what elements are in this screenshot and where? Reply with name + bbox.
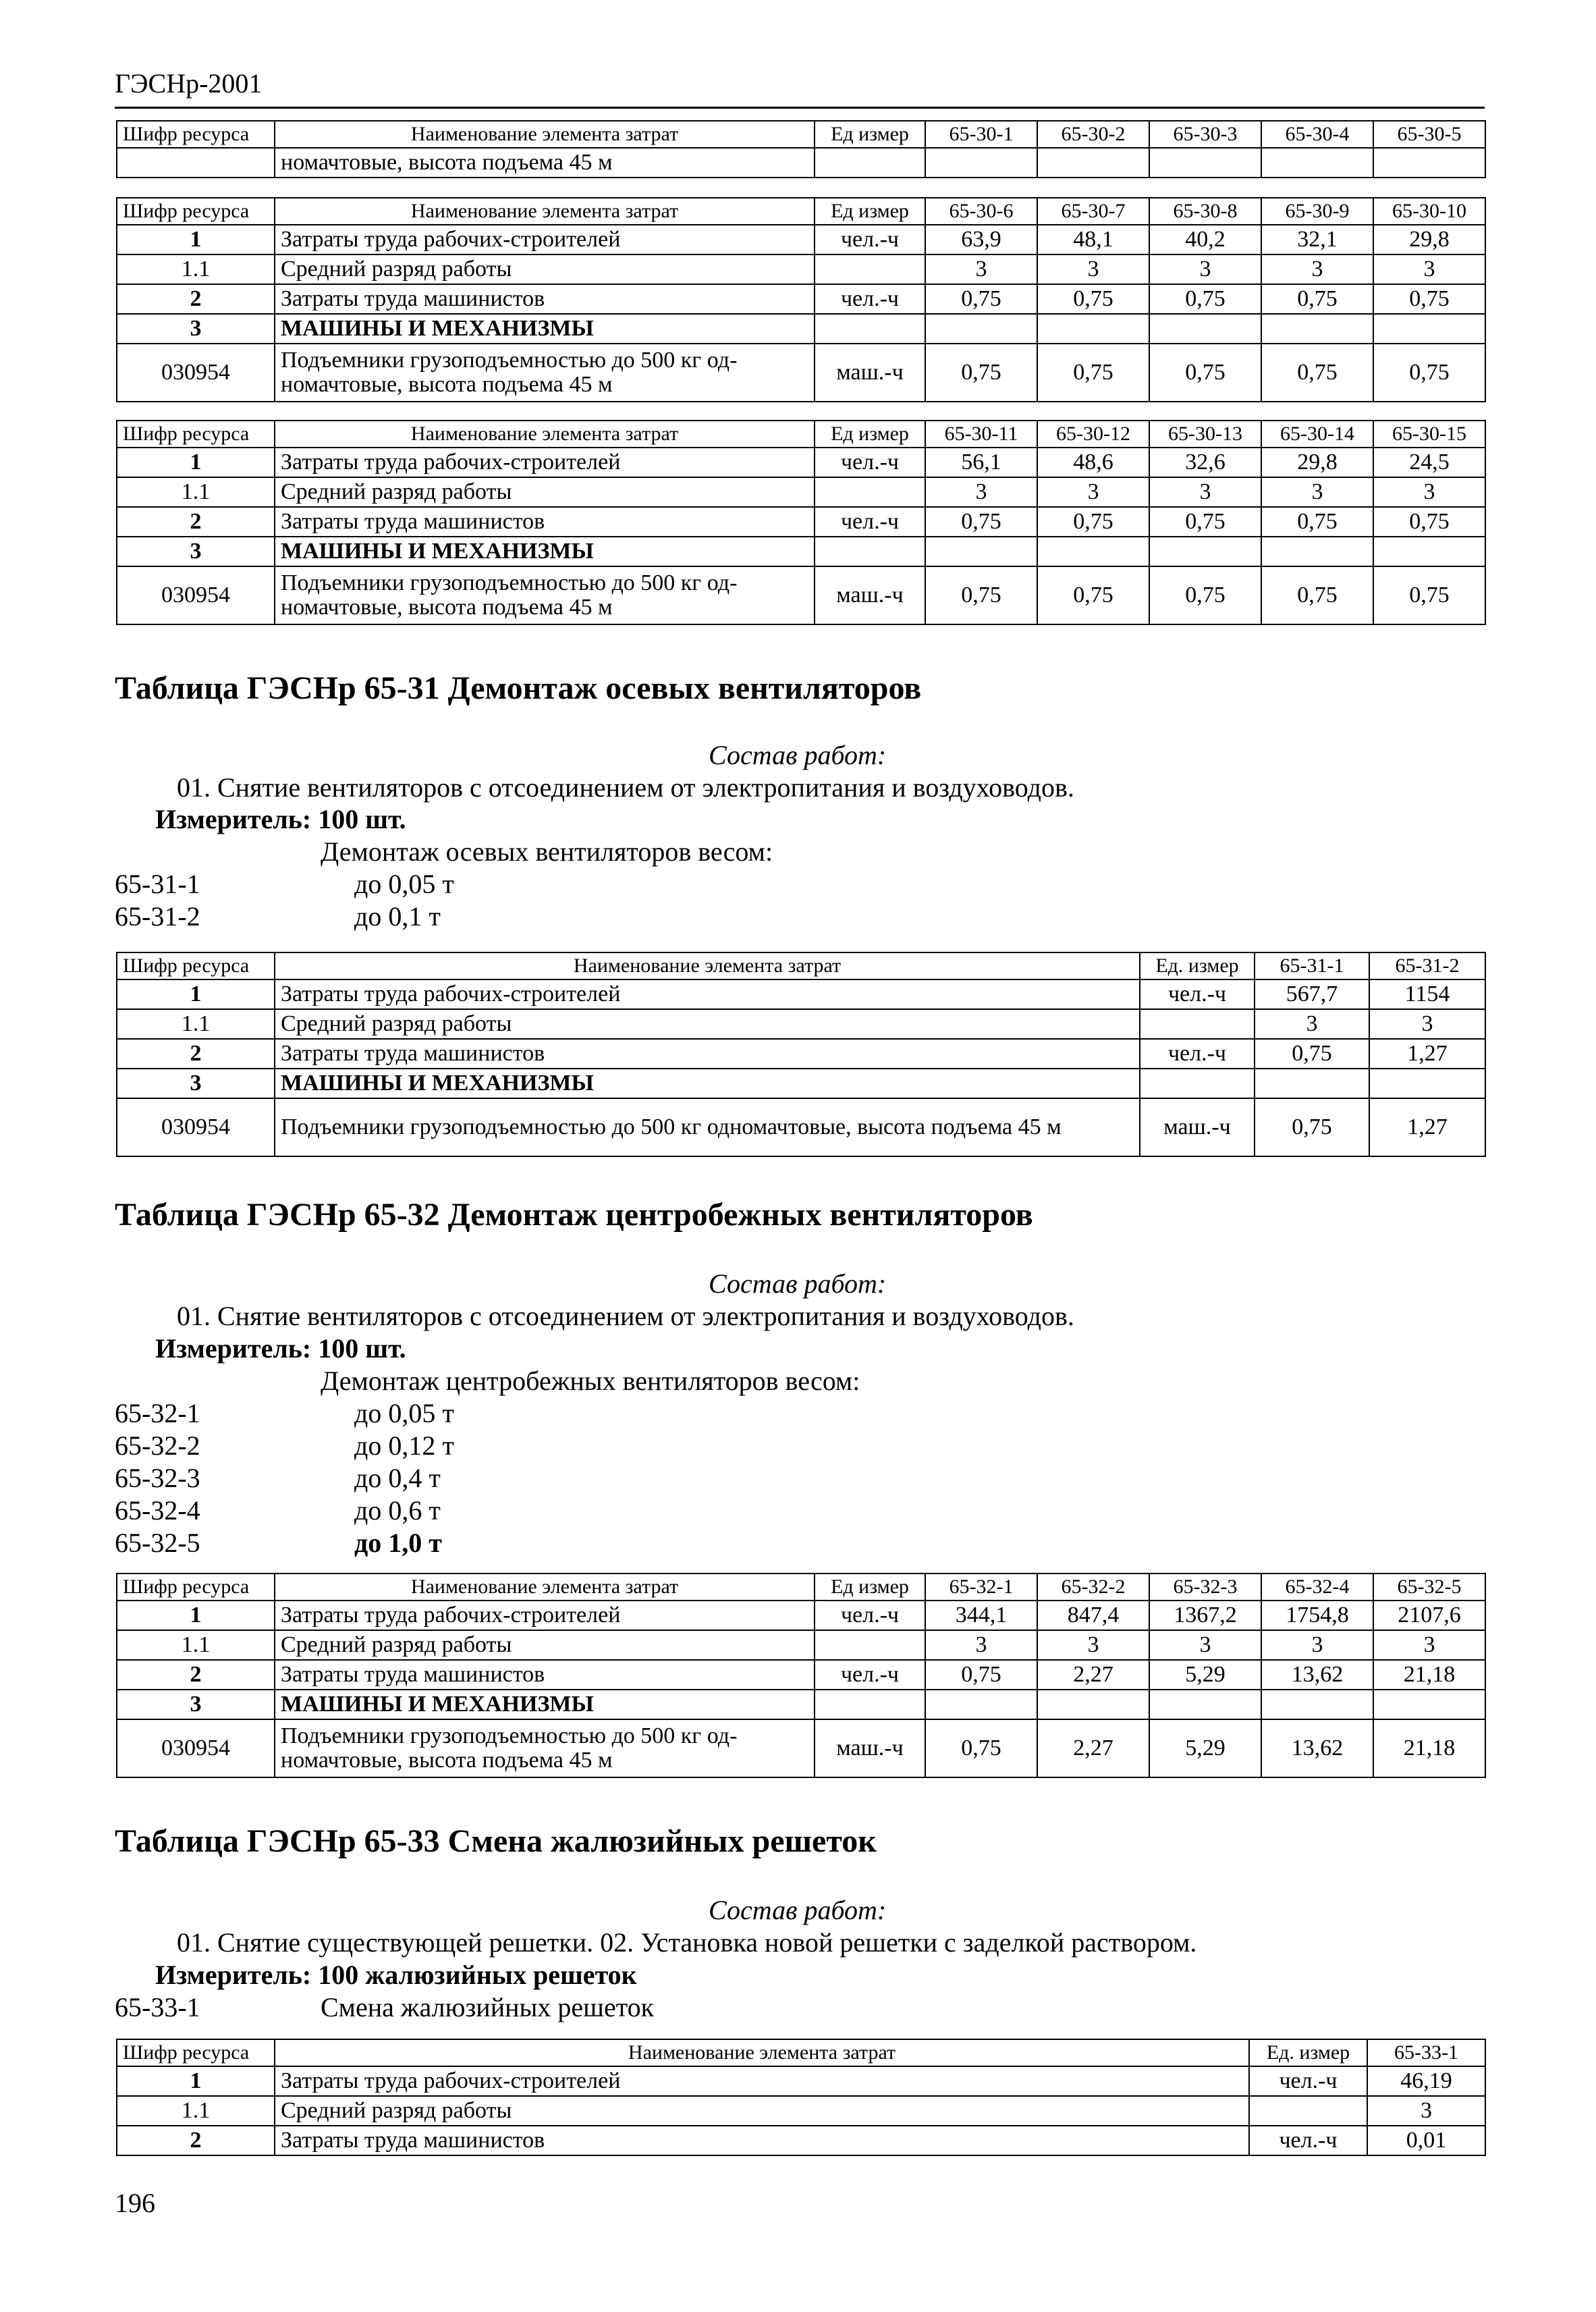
- item-intro: Демонтаж осевых вентиляторов весом:: [321, 836, 773, 867]
- col-code-1: 65-33-1: [1367, 2039, 1485, 2066]
- table-row: 2 Затраты труда машинистов чел.-ч 0,01: [117, 2126, 1485, 2155]
- table-65-33: [116, 2039, 1486, 2156]
- row-name: номачтовые, высота подъема 45 м: [275, 148, 815, 178]
- col-code: Шифр ресурса: [117, 2039, 275, 2066]
- col-code-2: 65-30-12: [1037, 421, 1149, 448]
- col-code-5: 65-30-10: [1373, 198, 1485, 225]
- item-text: Смена жалюзийных решеток: [321, 1992, 655, 2022]
- sostav-label: Состав работ:: [709, 1268, 887, 1299]
- table-65-32: [116, 1573, 1486, 1778]
- section-title-65-33: Таблица ГЭСНр 65-33 Смена жалюзийных решеток: [115, 1823, 877, 1859]
- table-row: 1 Затраты труда рабочих-строителей чел.-ч 63,9 48,1 40,2 32,1 29,8: [117, 225, 1485, 254]
- table-row: 030954 Подъемники грузоподъемностью до 500 кг од-номачтовые, высота подъема 45 м маш.-ч 0,75 0,75 0,75 0,75 0,75: [117, 566, 1485, 624]
- section-title-65-32: Таблица ГЭСНр 65-32 Демонтаж центробежных вентиляторов: [115, 1197, 1033, 1233]
- sostav-label: Состав работ:: [709, 1895, 887, 1925]
- table-row: 2 Затраты труда машинистов чел.-ч 0,75 1,27: [117, 1039, 1485, 1069]
- work-description: 01. Снятие вентиляторов с отсоединением от электропитания и воздуховодов.: [177, 772, 1074, 803]
- col-code-3: 65-32-3: [1149, 1574, 1261, 1601]
- col-code-1: 65-31-1: [1255, 952, 1369, 979]
- item-code: 65-31-2: [115, 901, 200, 932]
- col-unit: Ед. измер: [1249, 2039, 1367, 2066]
- table-row: 2 Затраты труда машинистов чел.-ч 0,75 0,75 0,75 0,75 0,75: [117, 284, 1485, 314]
- col-code: Шифр ресурса: [117, 198, 275, 225]
- table-row: 3 МАШИНЫ И МЕХАНИЗМЫ: [117, 314, 1485, 344]
- col-unit: Ед измер: [815, 198, 925, 225]
- document-header: ГЭСНр-2001: [115, 68, 263, 99]
- table-65-31: [116, 952, 1486, 1157]
- table-row: 3 МАШИНЫ И МЕХАНИЗМЫ: [117, 1069, 1485, 1098]
- table-row: 3 МАШИНЫ И МЕХАНИЗМЫ: [117, 1690, 1485, 1719]
- table-row: 1.1 Средний разряд работы 3 3 3 3 3: [117, 477, 1485, 507]
- item-code: 65-32-4: [115, 1495, 200, 1526]
- item-text: до 0,1 т: [354, 901, 441, 932]
- table-row: 2 Затраты труда машинистов чел.-ч 0,75 2,27 5,29 13,62 21,18: [117, 1660, 1485, 1690]
- section-title-65-31: Таблица ГЭСНр 65-31 Демонтаж осевых вентиляторов: [115, 670, 922, 706]
- table-row: 1.1 Средний разряд работы 3 3: [117, 1009, 1485, 1039]
- item-text: до 0,4 т: [354, 1463, 441, 1493]
- item-code: 65-33-1: [115, 1992, 200, 2022]
- col-code-3: 65-30-3: [1149, 121, 1261, 148]
- col-code-1: 65-30-6: [925, 198, 1037, 225]
- measure-unit: Измеритель: 100 шт.: [155, 1333, 406, 1364]
- page-number: 196: [115, 2188, 155, 2218]
- col-name: Наименование элемента затрат: [275, 121, 815, 148]
- col-code-5: 65-30-5: [1373, 121, 1485, 148]
- col-code: Шифр ресурса: [117, 1574, 275, 1601]
- col-code: Шифр ресурса: [117, 421, 275, 448]
- table-row: 3 МАШИНЫ И МЕХАНИЗМЫ: [117, 537, 1485, 566]
- col-code-3: 65-30-8: [1149, 198, 1261, 225]
- measure-unit: Измеритель: 100 шт.: [155, 804, 406, 834]
- table-65-30-part3: [116, 420, 1486, 625]
- item-code: 65-32-1: [115, 1398, 200, 1428]
- table-row: 1 Затраты труда рабочих-строителей чел.-ч 46,19: [117, 2066, 1485, 2096]
- item-code: 65-32-5: [115, 1528, 200, 1558]
- header-rule: [115, 107, 1485, 109]
- work-description: 01. Снятие вентиляторов с отсоединением от электропитания и воздуховодов.: [177, 1301, 1074, 1331]
- col-code-1: 65-32-1: [925, 1574, 1037, 1601]
- col-code-1: 65-30-1: [925, 121, 1037, 148]
- col-unit: Ед измер: [815, 1574, 925, 1601]
- item-text: до 0,05 т: [354, 1398, 454, 1428]
- table-row: 030954 Подъемники грузоподъемностью до 500 кг од-номачтовые, высота подъема 45 м маш.-ч 0,75 2,27 5,29 13,62 21,18: [117, 1719, 1485, 1777]
- col-code: Шифр ресурса: [117, 952, 275, 979]
- table-row: 2 Затраты труда машинистов чел.-ч 0,75 0,75 0,75 0,75 0,75: [117, 507, 1485, 537]
- table-row: 030954 Подъемники грузоподъемностью до 500 кг од-номачтовые, высота подъема 45 м маш.-ч 0,75 0,75 0,75 0,75 0,75: [117, 344, 1485, 402]
- col-code-2: 65-32-2: [1037, 1574, 1149, 1601]
- table-65-30-part2: [116, 197, 1486, 402]
- col-unit: Ед измер: [815, 421, 925, 448]
- item-code: 65-32-2: [115, 1430, 200, 1461]
- col-name: Наименование элемента затрат: [275, 421, 815, 448]
- col-code-5: 65-30-15: [1373, 421, 1485, 448]
- col-code-1: 65-30-11: [925, 421, 1037, 448]
- col-code-4: 65-30-14: [1261, 421, 1373, 448]
- item-code: 65-31-1: [115, 869, 200, 899]
- col-code: Шифр ресурса: [117, 121, 275, 148]
- item-text: до 0,05 т: [354, 869, 454, 899]
- table-row: 1.1 Средний разряд работы 3 3 3 3 3: [117, 254, 1485, 284]
- item-intro: Демонтаж центробежных вентиляторов весом:: [321, 1366, 860, 1396]
- col-code-2: 65-30-7: [1037, 198, 1149, 225]
- col-unit: Ед измер: [815, 121, 925, 148]
- table-row: 030954 Подъемники грузоподъемностью до 500 кг одномачтовые, высота подъема 45 м маш.-ч 0,75 1,27: [117, 1098, 1485, 1156]
- col-name: Наименование элемента затрат: [275, 2039, 1249, 2066]
- col-code-4: 65-30-9: [1261, 198, 1373, 225]
- item-text: до 1,0 т: [354, 1528, 442, 1558]
- item-text: до 0,6 т: [354, 1495, 441, 1526]
- table-row: 1.1 Средний разряд работы 3: [117, 2096, 1485, 2126]
- measure-unit: Измеритель: 100 жалюзийных решеток: [155, 1960, 637, 1990]
- col-name: Наименование элемента затрат: [275, 1574, 815, 1601]
- item-text: до 0,12 т: [354, 1430, 454, 1461]
- table-row: 1.1 Средний разряд работы 3 3 3 3 3: [117, 1630, 1485, 1660]
- col-code-4: 65-32-4: [1261, 1574, 1373, 1601]
- col-name: Наименование элемента затрат: [275, 952, 1140, 979]
- col-unit: Ед. измер: [1140, 952, 1255, 979]
- table-row: 1 Затраты труда рабочих-строителей чел.-ч 56,1 48,6 32,6 29,8 24,5: [117, 448, 1485, 477]
- table-row: 1 Затраты труда рабочих-строителей чел.-ч 344,1 847,4 1367,2 1754,8 2107,6: [117, 1601, 1485, 1630]
- col-name: Наименование элемента затрат: [275, 198, 815, 225]
- col-code-2: 65-30-2: [1037, 121, 1149, 148]
- table-row: 1 Затраты труда рабочих-строителей чел.-ч 567,7 1154: [117, 979, 1485, 1009]
- col-code-3: 65-30-13: [1149, 421, 1261, 448]
- col-code-5: 65-32-5: [1373, 1574, 1485, 1601]
- sostav-label: Состав работ:: [709, 740, 887, 770]
- item-code: 65-32-3: [115, 1463, 200, 1493]
- col-code-4: 65-30-4: [1261, 121, 1373, 148]
- work-description: 01. Снятие существующей решетки. 02. Установка новой решетки с заделкой раствором.: [177, 1927, 1197, 1958]
- table-65-30-part1: [116, 120, 1486, 178]
- col-code-2: 65-31-2: [1369, 952, 1485, 979]
